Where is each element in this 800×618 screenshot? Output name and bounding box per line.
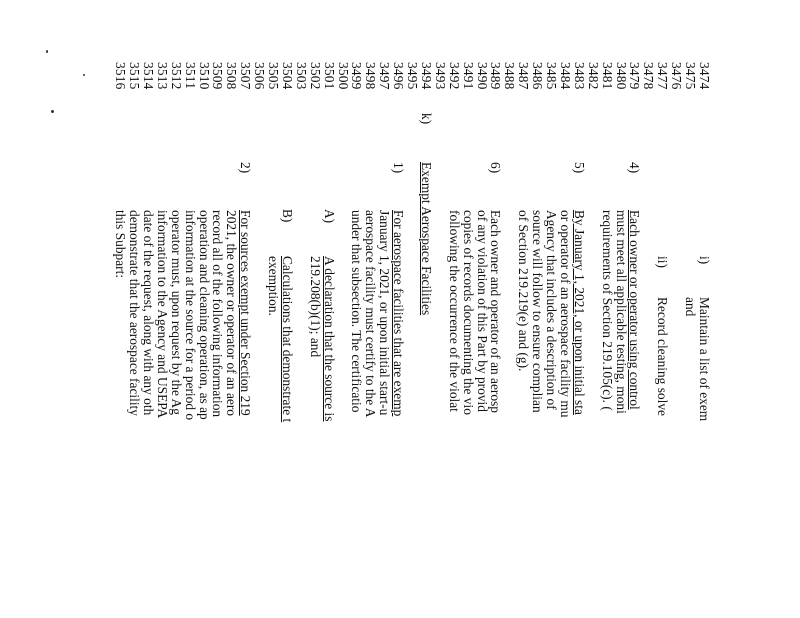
text-3494: Exempt Aerospace Facilities	[419, 162, 434, 316]
text-3480: must meet all applicable testing, moni	[613, 210, 629, 414]
line-number: 3482	[585, 62, 601, 90]
line-number: 3508	[224, 62, 240, 90]
line-number: 3492	[446, 62, 462, 90]
text-3510: operation and cleaning operation, as ap	[196, 210, 212, 420]
line-number: 3516	[113, 62, 129, 90]
line-number: 3495	[405, 62, 421, 90]
marker-i: i)	[697, 256, 712, 265]
line-number: 3475	[683, 62, 699, 90]
text-3487: of Section 219.219(e) and (g).	[516, 210, 532, 372]
line-number: 3500	[335, 62, 351, 90]
line-number: 3478	[641, 62, 657, 90]
text-3505: exemption.	[266, 256, 282, 316]
line-number: 3490	[474, 62, 490, 90]
marker-2: 2)	[238, 162, 254, 174]
line-number: 3498	[363, 62, 379, 90]
text-3497: January 1, 2021, or upon initial start-u	[377, 210, 393, 416]
text-3513: information to the Agency and USEPA	[154, 210, 170, 419]
line-number: 3504	[280, 62, 295, 90]
marker-5: 5)	[571, 162, 587, 174]
line-number: 3486	[530, 62, 546, 90]
marker-ii: ii)	[655, 256, 671, 268]
line-number: 3515	[127, 62, 143, 90]
line-number: 3485	[544, 62, 560, 90]
line-number: 3493	[432, 62, 448, 90]
line-number: 3489	[488, 62, 504, 90]
line-number: 3481	[599, 62, 615, 90]
scan-speck	[46, 50, 48, 53]
line-number: 3511	[182, 62, 198, 90]
line-number: 3494	[419, 62, 434, 90]
line-number: 3513	[154, 62, 170, 90]
line-number: 3509	[210, 62, 226, 90]
line-number: 3487	[516, 62, 532, 90]
text-3515: demonstrate that the aerospace facility	[127, 210, 143, 416]
text-3501: A declaration that the source is	[321, 256, 337, 422]
line-number: 3496	[391, 62, 407, 90]
text-3492: following the occurrence of the violat	[446, 210, 462, 412]
line-number: 3484	[558, 62, 573, 90]
marker-6: 6)	[488, 162, 504, 174]
marker-k: k)	[419, 113, 434, 125]
text-3496: For aerospace facilities that are exemp	[391, 210, 407, 417]
line-number: 3491	[460, 62, 476, 90]
line-number: 3499	[349, 62, 365, 90]
text-3511: information at the source for a period o	[182, 210, 198, 421]
text-3491: copies of records documenting the vio	[460, 210, 476, 415]
line-number: 3477	[655, 62, 671, 90]
line-number: 3514	[141, 62, 156, 90]
text-3512: operator must, upon request by the Ag	[168, 210, 184, 415]
text-3498: aerospace facility must certify to the A	[363, 210, 379, 418]
scan-speck	[51, 110, 54, 113]
scan-speck	[83, 74, 85, 76]
text-3474: Maintain a list of exem	[697, 297, 712, 422]
line-number: 3510	[196, 62, 212, 90]
text-3484: or operator of an aerospace facility mu	[558, 210, 573, 418]
line-number: 3474	[697, 62, 712, 90]
text-3489: Each owner and operator of an aerosp	[488, 210, 504, 413]
line-number: 3505	[266, 62, 282, 90]
line-number: 3480	[613, 62, 629, 90]
text-3514: date of the request, along with any oth	[141, 210, 156, 416]
text-3502: 219.208(b)(1); and	[307, 256, 323, 358]
text-3485: Agency that includes a description of	[544, 210, 560, 410]
line-number: 3503	[293, 62, 309, 90]
line-number: 3512	[168, 62, 184, 90]
line-number: 3502	[307, 62, 323, 90]
text-3507: For sources exempt under Section 219	[238, 210, 254, 416]
text-3508: 2021, the owner or operator of an aero	[224, 210, 240, 416]
line-number: 3479	[627, 62, 643, 90]
line-number: 3483	[571, 62, 587, 90]
line-number: 3507	[238, 62, 254, 90]
text-3509: record all of the following information	[210, 210, 226, 418]
text-3479: Each owner or operator using control	[627, 210, 643, 410]
text-3490: of any violation of this Part by provid	[474, 210, 490, 412]
text-3477: Record cleaning solve	[655, 297, 671, 416]
text-3486: source will follow to ensure complian	[530, 210, 546, 413]
marker-B: B)	[280, 209, 295, 223]
marker-A: A)	[321, 209, 337, 224]
marker-1: 1)	[391, 162, 407, 174]
marker-4: 4)	[627, 162, 643, 174]
text-3499: under that subsection. The certificatio	[349, 210, 365, 413]
text-3483: By January 1, 2021, or upon initial sta	[571, 210, 587, 415]
text-3481: requirements of Section 219.105(c). (	[599, 210, 615, 411]
line-number: 3488	[502, 62, 518, 90]
line-number: 3501	[321, 62, 337, 90]
text-3475: and	[683, 297, 699, 317]
text-3504: Calculations that demonstrate t	[280, 256, 295, 423]
line-number: 3476	[669, 62, 685, 90]
line-number: 3497	[377, 62, 393, 90]
line-number: 3506	[252, 62, 268, 90]
text-3516: this Subpart:	[113, 210, 129, 279]
